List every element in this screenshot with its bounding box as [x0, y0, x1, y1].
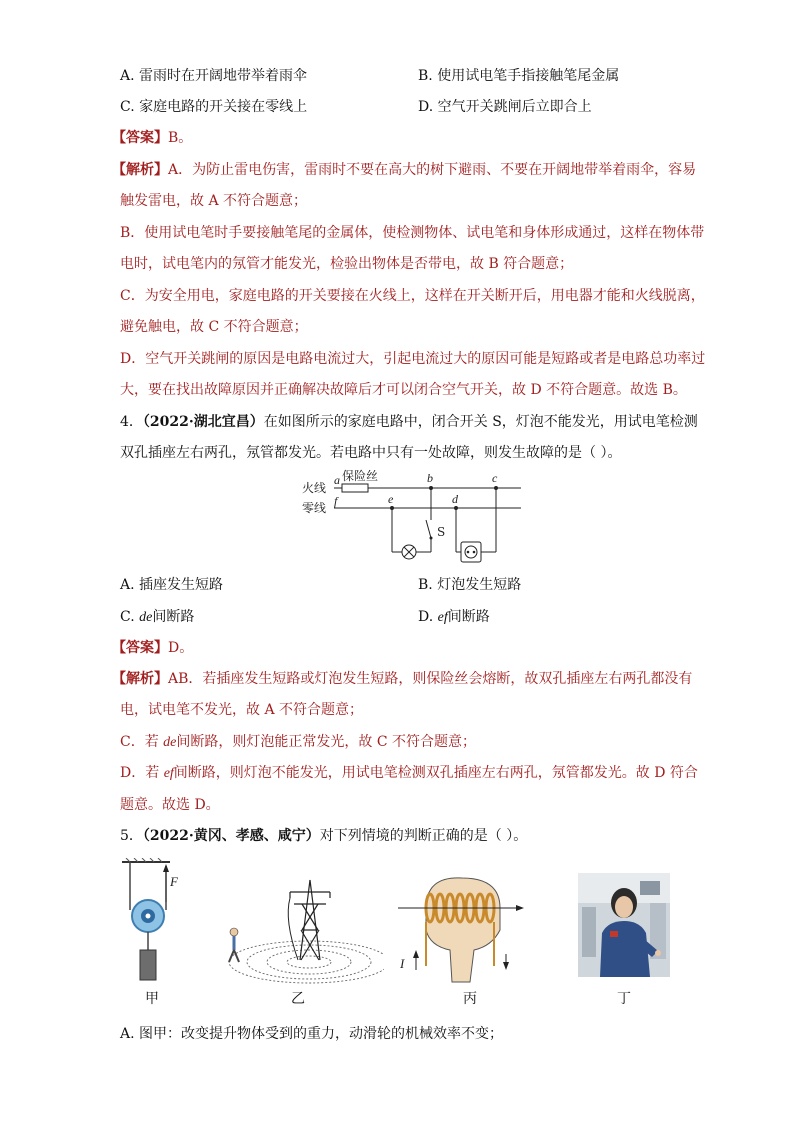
- q4-option-c: C. de间断路: [120, 609, 195, 625]
- q3-option-c: C. 家庭电路的开关接在零线上: [120, 99, 308, 115]
- answer-tag: 【答案】: [112, 640, 168, 656]
- stem-text: 在如图所示的家庭电路中，闭合开关 S，灯泡不能发光，用试电笔检测: [263, 414, 698, 430]
- analysis-text: AB．若插座发生短路或灯泡发生短路，则保险丝会熔断，故双孔插座左右两孔都没有: [168, 671, 693, 687]
- q3-option-a: A. 雷雨时在开阔地带举着雨伞: [120, 68, 308, 84]
- q3-option-b: B. 使用试电笔手指接触笔尾金属: [418, 68, 620, 84]
- analysis-tag: 【解析】: [112, 162, 168, 178]
- q4-analysis-line: C．若 de间断路，则灯泡能正常发光，故 C 不符合题意；: [120, 734, 477, 750]
- arrow-icon: [503, 962, 509, 970]
- figure-label-yi: 乙: [291, 991, 305, 1007]
- question-number: 5．: [120, 828, 143, 844]
- q5-option-a: A. 图甲：改变提升物体受到的重力，动滑轮的机械效率不变；: [120, 1026, 504, 1042]
- q3-analysis-line: 大，要在找出故障原因并正确解决故障后才可以闭合空气开关，故 D 不符合题意。故选 B。: [120, 382, 687, 398]
- point-a: a: [334, 473, 340, 487]
- point-b: b: [427, 471, 433, 485]
- figure-tower: [214, 870, 384, 985]
- stem-text: 对下列情境的判断正确的是（ ）。: [319, 828, 528, 844]
- q3-analysis-line: 电时，试电笔内的氖管才能发光，检验出物体是否带电，故 B 符合题意；: [120, 256, 574, 272]
- answer-tag: 【答案】: [112, 130, 168, 146]
- point-d: d: [452, 492, 458, 506]
- current-label: I: [400, 956, 405, 971]
- figure-label-ding: 丁: [617, 991, 631, 1007]
- q3-option-d: D. 空气开关跳闸后立即合上: [418, 99, 592, 115]
- q3-analysis-line: C．为安全用电，家庭电路的开关要接在火线上，这样在开关断开后，用电器才能和火线脱离，: [120, 288, 705, 304]
- q4-analysis-line: [112, 669, 692, 689]
- question-source: （2022·黄冈、孝感、咸宁）: [142, 828, 320, 844]
- figure-label-jia: 甲: [145, 991, 159, 1007]
- q4-option-a: A. 插座发生短路: [120, 577, 224, 593]
- q4-stem-cont: 双孔插座左右两孔，氖管都发光。若电路中只有一处故障，则发生故障的是（ ）。: [120, 445, 622, 461]
- weight-block: [140, 950, 156, 980]
- q4-answer: [112, 638, 193, 658]
- q3-answer: [112, 128, 192, 148]
- arrow-icon: [516, 905, 524, 911]
- point-c: c: [492, 471, 498, 485]
- point-e: e: [388, 492, 394, 506]
- q3-analysis-line: B．使用试电笔时手要接触笔尾的金属体，使检测物体、试电笔和身体形成通过，这样在物体带: [120, 225, 705, 241]
- fuse-symbol: [342, 484, 368, 492]
- q4-analysis-line: 电，试电笔不发光，故 A 不符合题意；: [120, 702, 364, 718]
- q4-stem: [120, 412, 698, 432]
- answer-value: D。: [168, 640, 194, 656]
- point-f: f: [334, 494, 338, 508]
- q3-analysis-line: [112, 160, 696, 180]
- q4-option-b: B. 灯泡发生短路: [418, 577, 522, 593]
- q3-analysis-line: 触发雷电，故 A 不符合题意；: [120, 193, 308, 209]
- switch-label: S: [437, 525, 446, 539]
- figure-pulley: [118, 858, 188, 988]
- q4-analysis-line: 题意。故选 D。: [120, 797, 220, 813]
- figure-coil: [396, 870, 528, 985]
- neutral-label: 零线: [302, 501, 327, 515]
- question-number: 4．: [120, 414, 143, 430]
- astronaut-face: [615, 896, 633, 918]
- question-source: （2022·湖北宜昌）: [142, 414, 264, 430]
- q5-stem: [120, 826, 527, 846]
- q3-analysis-line: 避免触电，故 C 不符合题意；: [120, 319, 308, 335]
- switch-symbol: [426, 520, 431, 538]
- circuit-diagram: [296, 468, 526, 568]
- fuse-label: 保险丝: [342, 469, 379, 483]
- figure-astronaut-photo: [578, 873, 670, 977]
- force-label: F: [170, 874, 178, 889]
- arrow-icon: [413, 950, 419, 958]
- live-label: 火线: [302, 481, 327, 495]
- answer-value: B。: [168, 130, 193, 146]
- arrow-icon: [163, 864, 169, 872]
- tower-structure: [290, 880, 330, 960]
- figure-label-bing: 丙: [463, 991, 477, 1007]
- analysis-text: A．为防止雷电伤害，雷雨时不要在高大的树下避雨、不要在开阔地带举着雨伞，容易: [168, 162, 697, 178]
- q4-analysis-line: D．若 ef间断路，则灯泡不能发光，用试电笔检测双孔插座左右两孔，氖管都发光。故 D 符合: [120, 765, 698, 781]
- analysis-tag: 【解析】: [112, 671, 168, 687]
- q4-option-d: D. ef间断路: [418, 609, 490, 625]
- q3-analysis-line: D．空气开关跳闸的原因是电路电流过大，引起电流过大的原因可能是短路或者是电路总功率过: [120, 351, 706, 367]
